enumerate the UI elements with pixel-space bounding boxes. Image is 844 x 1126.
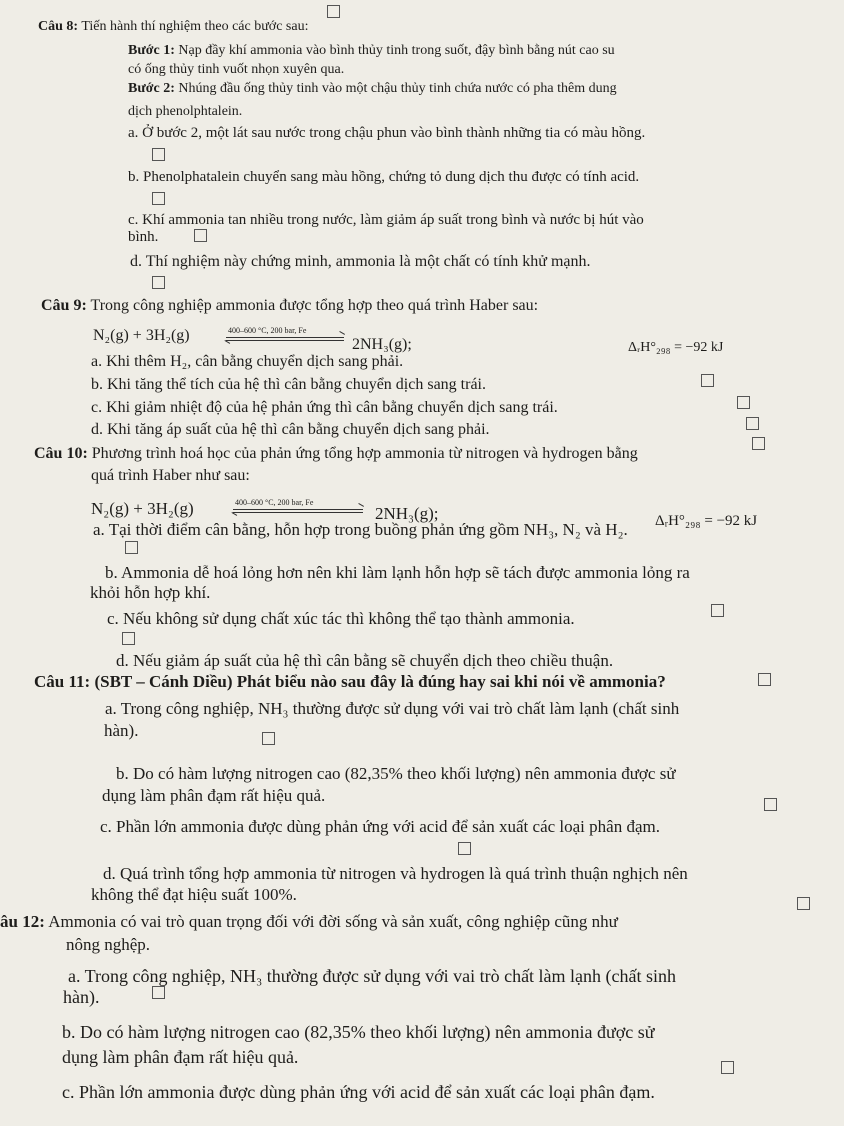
- q11-line: [34, 673, 666, 690]
- q12-line: [0, 913, 618, 930]
- q8-step2-a: [128, 82, 617, 96]
- q10-option-a: a. Tại thời điểm cân bằng, hỗn hợp trong buồng phản ứng gồm NH₃, N₂ và H₂.: [93, 520, 628, 539]
- answer-box[interactable]: [152, 276, 165, 289]
- equilibrium-arrow: [226, 326, 344, 344]
- answer-box[interactable]: [701, 374, 714, 387]
- q9-option-d: d. Khi tăng áp suất của hệ thì cân bằng chuyển dịch sang phải.: [91, 421, 490, 438]
- answer-box[interactable]: [758, 673, 771, 686]
- answer-box[interactable]: [122, 632, 135, 645]
- q8-option-d: d. Thí nghiệm này chứng minh, ammonia là một chất có tính khử mạnh.: [130, 253, 591, 270]
- q8-label: Câu 8:: [38, 19, 79, 34]
- equilibrium-arrow: [233, 498, 363, 516]
- answer-box[interactable]: [711, 604, 724, 617]
- q11-option-b2: dụng làm phân đạm rất hiệu quả.: [102, 786, 326, 805]
- answer-box[interactable]: [194, 229, 207, 242]
- answer-box[interactable]: [327, 5, 340, 18]
- q12-intro2: nông nghệp.: [66, 935, 151, 954]
- q9-option-c: c. Khi giảm nhiệt độ của hệ phản ứng thì cân bằng chuyển dịch sang trái.: [91, 399, 558, 416]
- q8-option-a: a. Ở bước 2, một lát sau nước trong chậu phun vào bình thành những tia có màu hồng.: [128, 125, 646, 141]
- q12-option-b2: dụng làm phân đạm rất hiệu quả.: [62, 1047, 299, 1067]
- q8-option-b: b. Phenolphatalein chuyển sang màu hồng, chứng tỏ dung dịch thu được có tính acid.: [128, 169, 640, 185]
- q8-option-c2: bình.: [128, 229, 159, 245]
- q11-option-a1: a. Trong công nghiệp, NH₃ thường được sử dụng với vai trò chất làm lạnh (chất sinh: [105, 699, 680, 718]
- q12-option-a1: a. Trong công nghiệp, NH₃ thường được sử dụng với vai trò chất làm lạnh (chất sinh: [68, 966, 677, 986]
- q8-step2-b: dịch phenolphtalein.: [128, 104, 243, 119]
- answer-box[interactable]: [721, 1061, 734, 1074]
- q10-option-b2: khỏi hỗn hợp khí.: [90, 583, 211, 602]
- q11-option-d2: không thể đạt hiệu suất 100%.: [91, 885, 297, 904]
- answer-box[interactable]: [125, 541, 138, 554]
- q10-eq-right: 2NH₃(g);: [375, 504, 439, 523]
- q10-line: [34, 446, 638, 462]
- q9-label: Câu 9:: [41, 297, 87, 314]
- answer-box[interactable]: [152, 192, 165, 205]
- q10-eq-left: N₂(g) + 3H₂(g): [91, 499, 194, 518]
- q8-step1-b: có ống thủy tinh vuốt nhọn xuyên qua.: [128, 62, 345, 77]
- step2-label: Bước 2:: [128, 81, 175, 96]
- answer-box[interactable]: [752, 437, 765, 450]
- q12-option-b1: b. Do có hàm lượng nitrogen cao (82,35% theo khối lượng) nên ammonia được sử: [62, 1022, 655, 1042]
- q10-intro2: quá trình Haber như sau:: [91, 467, 250, 484]
- q8-line: [38, 20, 308, 34]
- q10-intro1: Phương trình hoá học của phản ứng tổng hợp ammonia từ nitrogen và hydrogen bằng: [91, 445, 638, 462]
- q10-label: Câu 10:: [34, 445, 88, 462]
- q9-line: [41, 298, 538, 314]
- step1-text: Nạp đầy khí ammonia vào bình thủy tinh trong suốt, đậy bình bằng nút cao su: [178, 43, 615, 58]
- q9-option-b: b. Khi tăng thể tích của hệ thì cân bằng chuyển dịch sang trái.: [91, 376, 486, 393]
- step2-text: Nhúng đầu ống thủy tinh vào một chậu thủy tinh chứa nước có pha thêm dung: [178, 81, 617, 96]
- answer-box[interactable]: [458, 842, 471, 855]
- q12-label: âu 12:: [0, 912, 45, 931]
- q11-option-d1: d. Quá trình tổng hợp ammonia từ nitrogen và hydrogen là quá trình thuận nghịch nên: [103, 864, 688, 883]
- answer-box[interactable]: [737, 396, 750, 409]
- step1-label: Bước 1:: [128, 43, 175, 58]
- q10-option-c: c. Nếu không sử dụng chất xúc tác thì không thể tạo thành ammonia.: [107, 609, 575, 628]
- q10-option-b1: b. Ammonia dễ hoá lỏng hơn nên khi làm lạnh hỗn hợp sẽ tách được ammonia lỏng ra: [105, 563, 690, 582]
- q10-option-d: d. Nếu giảm áp suất của hệ thì cân bằng sẽ chuyển dịch theo chiều thuận.: [116, 651, 614, 670]
- q12-intro1: Ammonia có vai trò quan trọng đối với đời sống và sản xuất, công nghiệp cũng như: [48, 912, 618, 931]
- answer-box[interactable]: [152, 986, 165, 999]
- q8-intro: Tiến hành thí nghiệm theo các bước sau:: [81, 19, 309, 34]
- q11-label: Câu 11:: [34, 672, 91, 691]
- eq-condition: 400–600 °C, 200 bar, Fe: [235, 498, 314, 507]
- answer-box[interactable]: [764, 798, 777, 811]
- q12-option-c: c. Phần lớn ammonia được dùng phản ứng với acid để sản xuất các loại phân đạm.: [62, 1082, 655, 1102]
- q9-eq-left: N₂(g) + 3H₂(g): [93, 327, 190, 344]
- answer-box[interactable]: [797, 897, 810, 910]
- q9-intro: Trong công nghiệp ammonia được tổng hợp theo quá trình Haber sau:: [90, 297, 539, 314]
- q11-option-c: c. Phần lớn ammonia được dùng phản ứng với acid để sản xuất các loại phân đạm.: [100, 817, 660, 836]
- q11-option-a2: hàn).: [104, 721, 139, 740]
- answer-box[interactable]: [152, 148, 165, 161]
- answer-box[interactable]: [262, 732, 275, 745]
- q9-eq-right: 2NH₃(g);: [352, 336, 412, 353]
- q9-eq-dh: ΔᵣH°₂₉₈ = −92 kJ: [628, 340, 724, 355]
- q11-option-b1: b. Do có hàm lượng nitrogen cao (82,35% theo khối lượng) nên ammonia được sử: [116, 764, 676, 783]
- answer-box[interactable]: [746, 417, 759, 430]
- q8-option-c1: c. Khí ammonia tan nhiều trong nước, làm giảm áp suất trong bình và nước bị hút vào: [128, 212, 644, 228]
- q9-option-a: a. Khi thêm H₂, cân bằng chuyển dịch sang phải.: [91, 353, 404, 370]
- q8-step1-a: [128, 44, 615, 58]
- q12-option-a2: hàn).: [63, 987, 100, 1007]
- eq-condition: 400–600 °C, 200 bar, Fe: [228, 326, 307, 335]
- q10-eq-dh: ΔᵣH°₂₉₈ = −92 kJ: [655, 513, 758, 529]
- q11-intro: (SBT – Cánh Diều) Phát biểu nào sau đây là đúng hay sai khi nói về ammonia?: [94, 672, 666, 691]
